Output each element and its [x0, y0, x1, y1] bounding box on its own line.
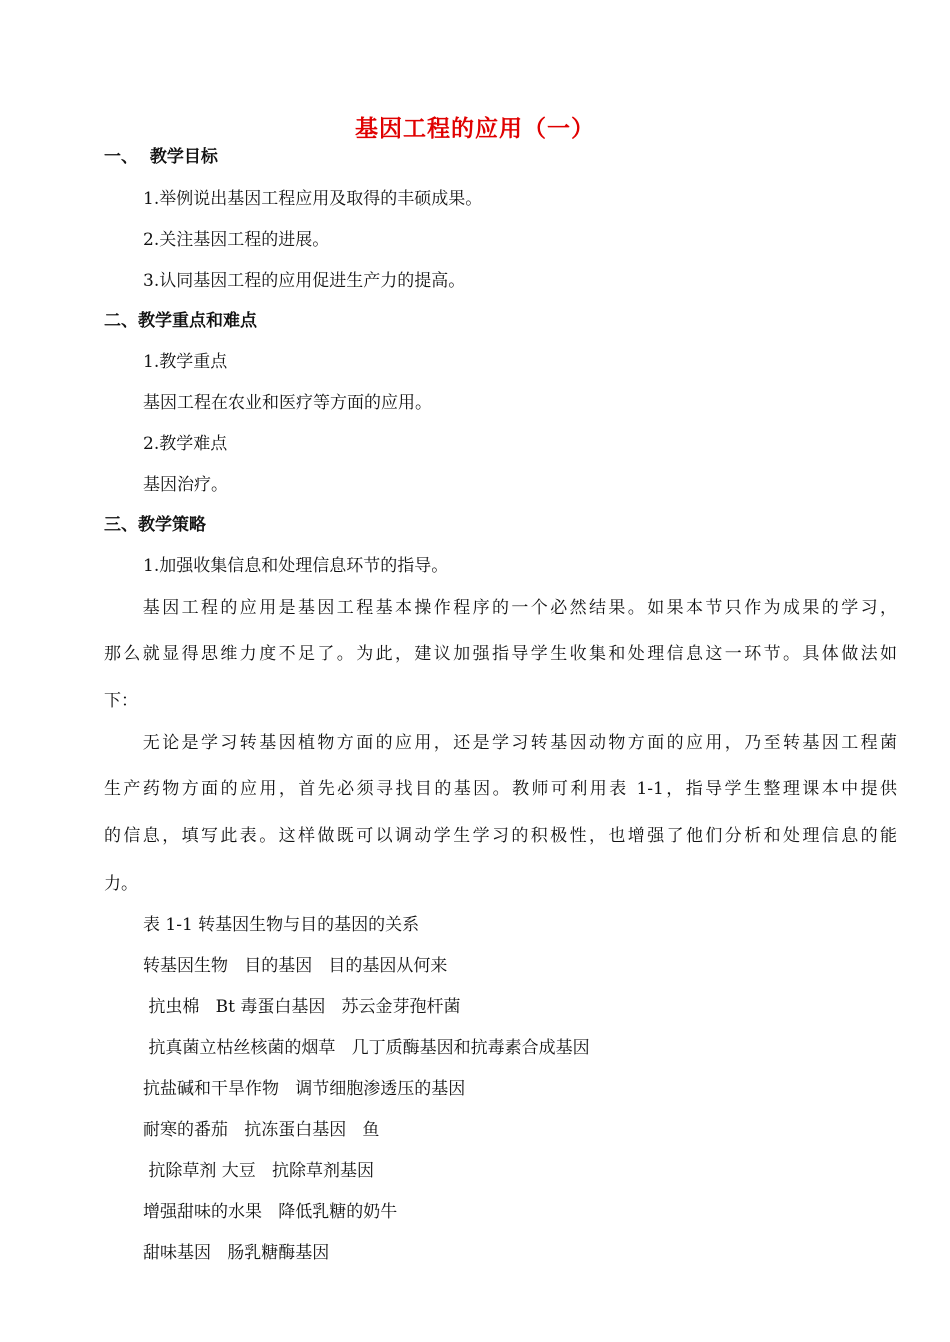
key-point-label: 1.教学重点 — [143, 352, 228, 372]
difficulty-label: 2.教学难点 — [143, 434, 228, 454]
strategy-item: 1.加强收集信息和处理信息环节的指导。 — [143, 556, 449, 576]
table-row: 甜味基因 肠乳糖酶基因 — [143, 1243, 330, 1263]
paragraph-line: 生产药物方面的应用，首先必须寻找目的基因。教师可利用表 1-1，指导学生整理课本中提供 — [104, 779, 897, 799]
section-heading-strategy: 三、教学策略 — [104, 515, 206, 535]
objective-item: 3.认同基因工程的应用促进生产力的提高。 — [143, 271, 466, 291]
paragraph-line: 的信息，填写此表。这样做既可以调动学生学习的积极性，也增强了他们分析和处理信息的能 — [104, 826, 897, 846]
objective-item: 1.举例说出基因工程应用及取得的丰硕成果。 — [143, 189, 483, 209]
paragraph-line: 基因工程的应用是基因工程基本操作程序的一个必然结果。如果本节只作为成果的学习， — [104, 598, 897, 618]
difficulty-text: 基因治疗。 — [143, 475, 228, 495]
objective-item: 2.关注基因工程的进展。 — [143, 230, 330, 250]
paragraph-line: 那么就显得思维力度不足了。为此，建议加强指导学生收集和处理信息这一环节。具体做法如 — [104, 644, 897, 664]
table-row: 抗真菌立枯丝核菌的烟草 几丁质酶基因和抗毒素合成基因 — [143, 1038, 590, 1058]
table-caption: 表 1-1 转基因生物与目的基因的关系 — [143, 915, 420, 935]
document-title: 基因工程的应用（一） — [355, 116, 595, 142]
table-row: 抗除草剂 大豆 抗除草剂基因 — [143, 1161, 375, 1181]
paragraph-line: 下： — [104, 691, 138, 711]
table-header: 转基因生物 目的基因 目的基因从何来 — [143, 956, 448, 976]
table-row: 耐寒的番茄 抗冻蛋白基因 鱼 — [143, 1120, 380, 1140]
table-row: 抗虫棉 Bt 毒蛋白基因 苏云金芽孢杆菌 — [143, 997, 461, 1017]
section-heading-objectives: 一、 教学目标 — [104, 147, 218, 167]
paragraph-line: 无论是学习转基因植物方面的应用，还是学习转基因动物方面的应用，乃至转基因工程菌 — [104, 733, 897, 753]
table-row: 抗盐碱和干旱作物 调节细胞渗透压的基因 — [143, 1079, 466, 1099]
section-heading-key-points: 二、教学重点和难点 — [104, 311, 257, 331]
table-row: 增强甜味的水果 降低乳糖的奶牛 — [143, 1202, 398, 1222]
paragraph-line: 力。 — [104, 874, 138, 894]
key-point-text: 基因工程在农业和医疗等方面的应用。 — [143, 393, 432, 413]
